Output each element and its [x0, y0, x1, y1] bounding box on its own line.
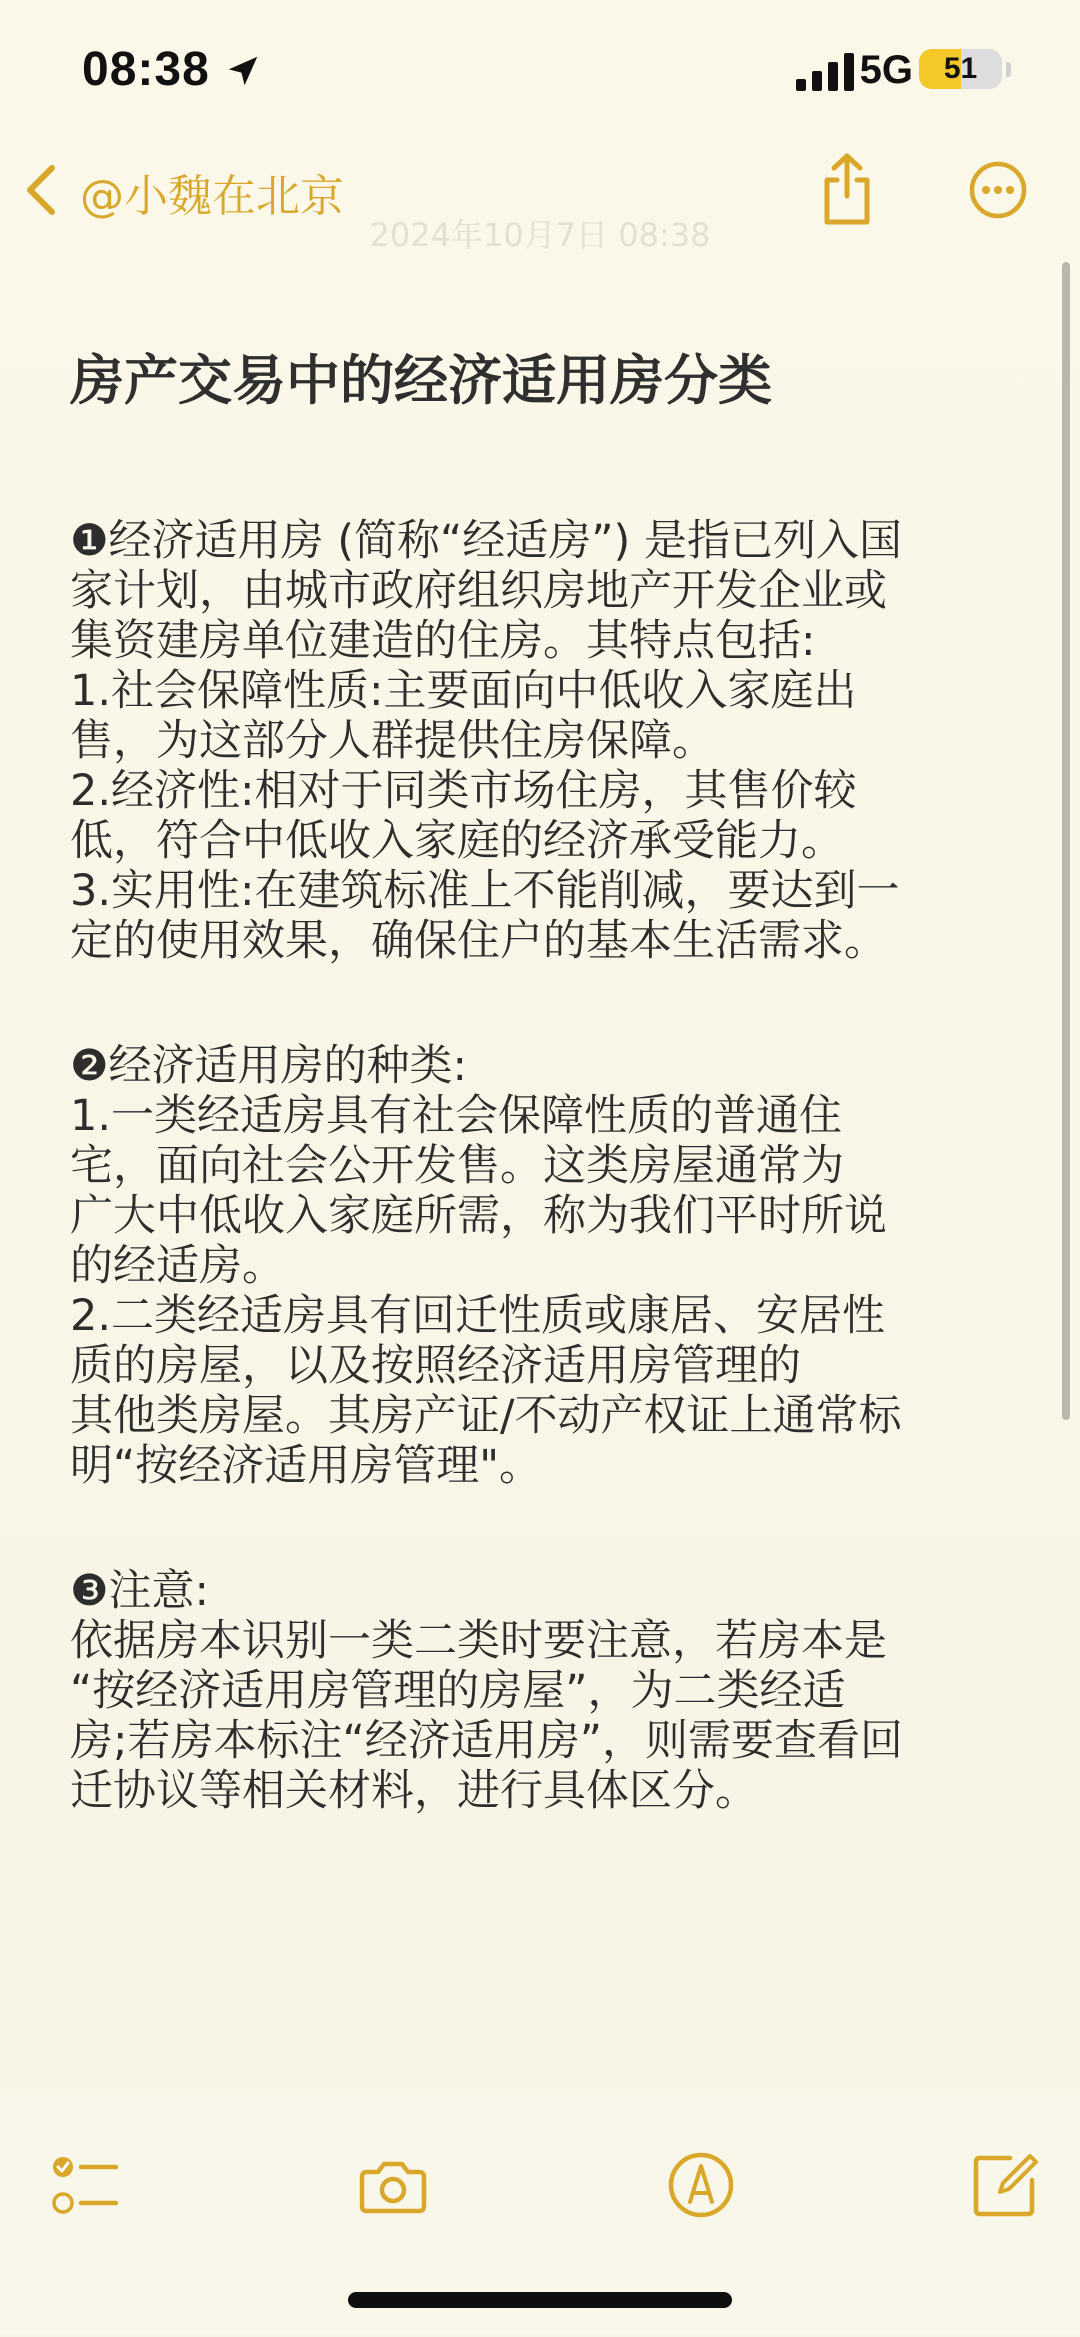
- location-arrow-icon: [224, 52, 262, 90]
- note-text-line: 广大中低收入家庭所需，称为我们平时所说: [70, 1191, 887, 1241]
- note-text-line: 2.经济性:相对于同类市场住房，其售价较: [70, 766, 857, 816]
- battery-cap: [1006, 62, 1011, 77]
- home-indicator: [348, 2292, 732, 2308]
- checklist-icon[interactable]: [50, 2150, 120, 2220]
- note-text-line: ❶经济适用房 (简称“经适房”) 是指已列入国: [70, 516, 902, 566]
- status-time: 08:38: [82, 43, 210, 96]
- battery-level: 51: [943, 52, 978, 85]
- note-paragraph[interactable]: [70, 516, 1012, 966]
- compose-note-icon[interactable]: [970, 2150, 1040, 2220]
- note-text-line: 售，为这部分人群提供住房保障。: [70, 716, 715, 766]
- note-text-line: 1.一类经适房具有社会保障性质的普通住: [70, 1091, 843, 1141]
- bottom-toolbar: [0, 2120, 1080, 2260]
- note-sections: [70, 516, 1012, 1816]
- note-text-line: 3.实用性:在建筑标准上不能削减，要达到一: [70, 866, 900, 916]
- note-text-line: ❷经济适用房的种类:: [70, 1041, 468, 1091]
- note-text-line: 明“按经济适用房管理"。: [70, 1441, 543, 1491]
- note-text-line: 其他类房屋。其房产证/不动产权证上通常标: [70, 1391, 902, 1441]
- cellular-signal-icon: [796, 53, 854, 91]
- note-text-line: 宅，面向社会公开发售。这类房屋通常为: [70, 1141, 844, 1191]
- note-title[interactable]: 房产交易中的经济适用房分类: [70, 349, 772, 412]
- note-date: 2024年10月7日 08:38: [369, 216, 711, 254]
- markup-pen-icon[interactable]: [666, 2150, 736, 2220]
- note-text-line: 依据房本识别一类二类时要注意，若房本是: [70, 1616, 887, 1666]
- camera-icon[interactable]: [358, 2150, 428, 2220]
- network-type: 5G: [859, 48, 913, 92]
- battery-indicator: [919, 49, 1002, 89]
- note-text-line: 质的房屋，以及按照经济适用房管理的: [70, 1341, 801, 1391]
- note-text-line: 2.二类经适房具有回迁性质或康居、安居性: [70, 1291, 886, 1341]
- note-paragraph[interactable]: [70, 1041, 1012, 1491]
- note-text-line: “按经济适用房管理的房屋”，为二类经适: [70, 1666, 846, 1716]
- note-text-line: 房;若房本标注“经济适用房”，则需要查看回: [70, 1716, 904, 1766]
- note-text-line: 低，符合中低收入家庭的经济承受能力。: [70, 816, 844, 866]
- back-folder-button[interactable]: @小魏在北京: [80, 171, 344, 222]
- note-text-line: 定的使用效果，确保住户的基本生活需求。: [70, 916, 887, 966]
- note-text-line: 迁协议等相关材料，进行具体区分。: [70, 1766, 758, 1816]
- status-bar: [0, 0, 1080, 140]
- note-text-line: ❸注意:: [70, 1566, 210, 1616]
- note-text-line: 1.社会保障性质:主要面向中低收入家庭出: [70, 666, 857, 716]
- note-body[interactable]: [70, 345, 1012, 1816]
- note-text-line: 家计划，由城市政府组织房地产开发企业或: [70, 566, 887, 616]
- paragraph-spacer: [70, 1491, 1012, 1566]
- note-text-line: 的经适房。: [70, 1241, 285, 1291]
- scroll-indicator[interactable]: [1062, 262, 1070, 1420]
- paragraph-spacer: [70, 966, 1012, 1041]
- note-paragraph[interactable]: [70, 1566, 1012, 1816]
- note-text-line: 集资建房单位建造的住房。其特点包括:: [70, 616, 816, 666]
